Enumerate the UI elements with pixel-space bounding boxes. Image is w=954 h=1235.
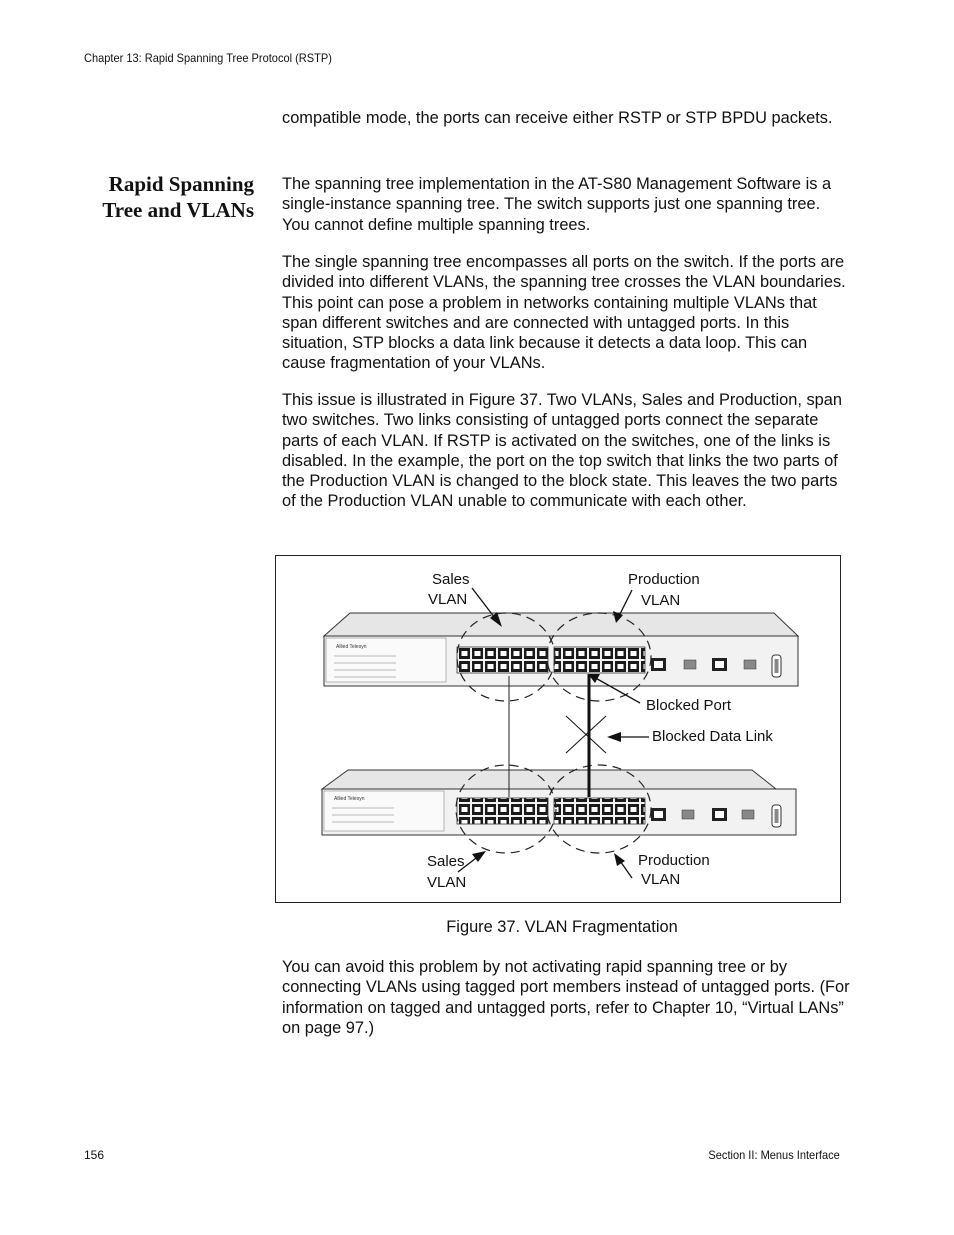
paragraph-2: The single spanning tree encompasses all ports on the switch. If the ports are divided into different VLANs, the spanning tree crosses the VLAN boundaries. This point can pose a problem in networks containing multiple VLANs that span different switches and are connected with untagged ports. In this situation, STP blocks a data link because it detects a data loop. This can cause fragmentation of your VLANs. xyxy=(282,253,846,373)
bottom-switch-brand: Allied Telesyn xyxy=(334,796,365,802)
bottom-switch xyxy=(322,770,796,835)
heading-line-1: Rapid Spanning xyxy=(108,172,254,196)
vlan-fragmentation-figure xyxy=(275,555,841,903)
network-diagram xyxy=(276,556,842,904)
figure-caption: Figure 37. VLAN Fragmentation xyxy=(446,918,678,936)
top-production-label-l1: Production xyxy=(628,571,700,588)
top-switch-brand: Allied Telesyn xyxy=(336,644,367,650)
top-sales-label-l1: Sales xyxy=(432,571,470,588)
closing-paragraph: You can avoid this problem by not activating rapid spanning tree or by connecting VLANs using tagged port members instead of untagged ports. (For information on tagged and untagged ports, refer to Chapter 10, “Virtual LANs” on page 97.) xyxy=(282,958,850,1037)
bottom-sales-label-l1: Sales xyxy=(427,853,465,870)
top-production-label-l2: VLAN xyxy=(641,592,681,609)
blocked-link-label: Blocked Data Link xyxy=(652,728,773,745)
intro-continuation: compatible mode, the ports can receive either RSTP or STP BPDU packets. xyxy=(282,109,833,127)
top-switch xyxy=(324,613,798,686)
bottom-production-label-l1: Production xyxy=(638,852,710,869)
heading-line-2: Tree and VLANs xyxy=(102,198,254,222)
blocked-port-label: Blocked Port xyxy=(646,697,732,714)
bottom-production-label-l2: VLAN xyxy=(641,871,681,888)
section-heading xyxy=(84,171,254,223)
paragraph-1: The spanning tree implementation in the AT-S80 Management Software is a single-instance spanning tree. The switch supports just one spanning tree. You cannot define multiple spanning trees. xyxy=(282,175,832,234)
running-header: Chapter 13: Rapid Spanning Tree Protocol (RSTP) xyxy=(84,51,332,65)
running-footer: Section II: Menus Interface xyxy=(708,1148,840,1162)
top-sales-label-l2: VLAN xyxy=(428,591,468,608)
page-number: 156 xyxy=(84,1148,105,1162)
bottom-sales-label-l2: VLAN xyxy=(427,874,467,891)
paragraph-3: This issue is illustrated in Figure 37. Two VLANs, Sales and Production, span two switches. Two links consisting of untagged ports connect the separate parts of each VLAN. If RSTP is activated on the switches, one of the links is disabled. In the example, the port on the top switch that links the two parts of the Production VLAN is changed to the block state. This leaves the two parts of the Production VLAN unable to communicate with each other. xyxy=(282,391,842,511)
